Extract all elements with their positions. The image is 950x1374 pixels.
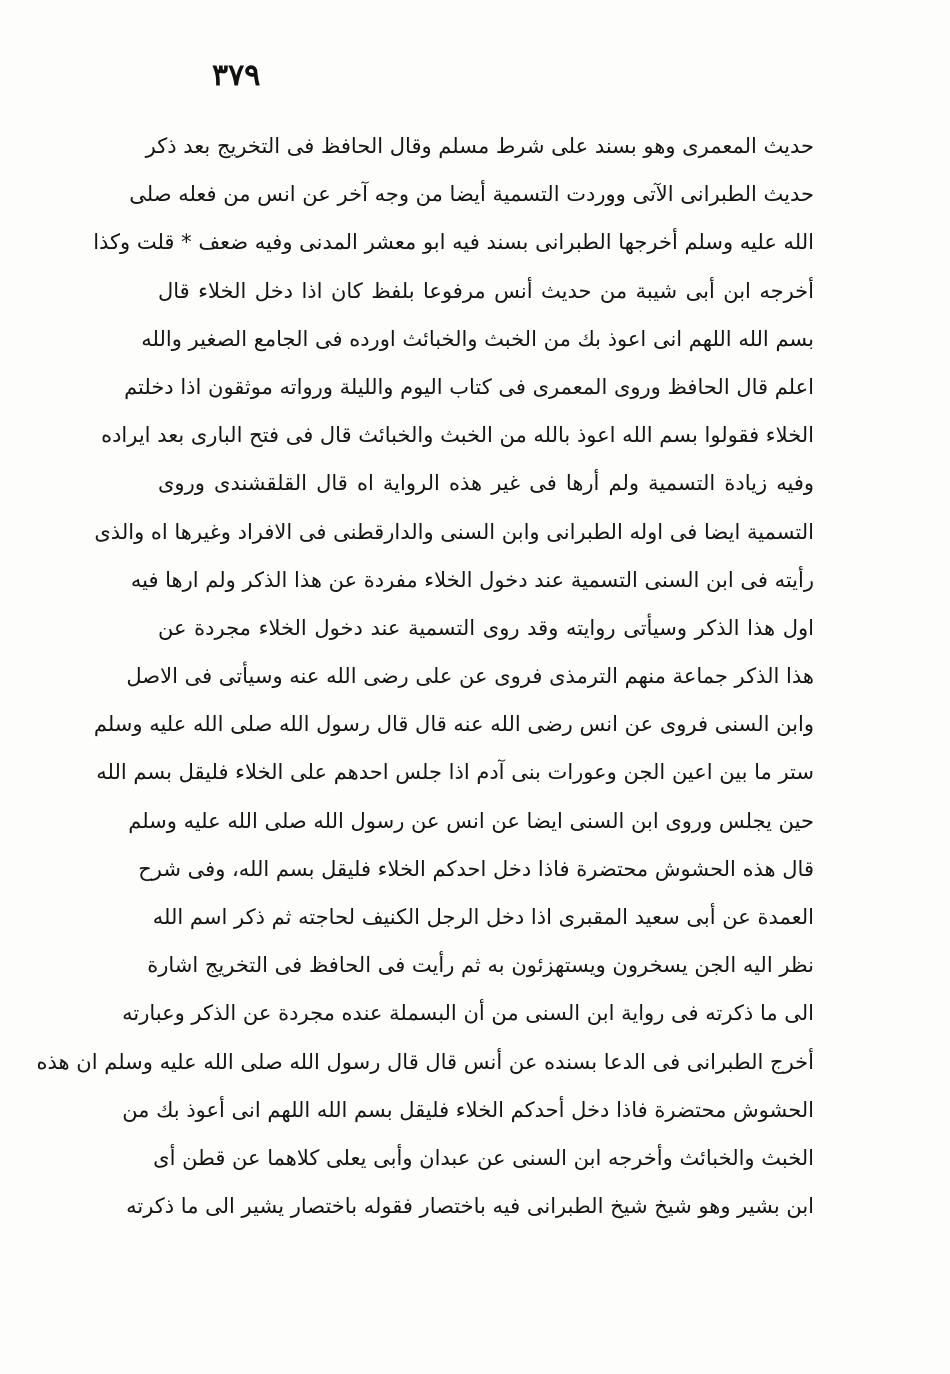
text-line: ستر ما بين اعين الجن وعورات بنى آدم اذا جلس احدهم على الخلاء فليقل بسم الله [96, 760, 814, 785]
text-line: بسم الله اللهم انى اعوذ بك من الخبث والخبائث اورده فى الجامع الصغير والله [141, 326, 814, 351]
text-line: الله عليه وسلم أخرجها الطبرانى بسند فيه ابو معشر المدنى وفيه ضعف * قلت وكذا [93, 230, 814, 255]
text-line: اول هذا الذكر وسيأتى روايته وقد روى التسمية عند دخول الخلاء مجردة عن [158, 615, 814, 640]
body-text [36, 122, 814, 1230]
text-line: قال هذه الحشوش محتضرة فاذا دخل احدكم الخلاء فليقل بسم الله، وفى شرح [138, 856, 814, 881]
text-line: وفيه زيادة التسمية ولم أرها فى غير هذه الرواية اه قال القلقشندى وروى [158, 471, 814, 496]
text-line: ابن بشير وهو شيخ شيخ الطبرانى فيه باختصار فقوله باختصار يشير الى ما ذكرته [126, 1194, 814, 1219]
text-line: أخرج الطبرانى فى الدعا بسنده عن أنس قال قال رسول الله صلى الله عليه وسلم ان هذه [36, 1049, 814, 1074]
text-line: أخرجه ابن أبى شيبة من حديث أنس مرفوعا بلفظ كان اذا دخل الخلاء قال [158, 278, 814, 303]
text-line: نظر اليه الجن يسخرون ويستهزئون به ثم رأيت فى الحافظ فى التخريج اشارة [147, 953, 814, 978]
page-number: ٣٧٩ [212, 58, 261, 93]
text-line: وابن السنى فروى عن انس رضى الله عنه قال قال رسول الله صلى الله عليه وسلم [93, 712, 814, 737]
text-line: هذا الذكر جماعة منهم الترمذى فروى عن على رضى الله عنه وسيأتى فى الاصل [126, 664, 814, 689]
text-line: رأيته فى ابن السنى التسمية عند دخول الخلاء مفردة عن هذا الذكر ولم ارها فيه [130, 567, 814, 592]
text-line: اعلم قال الحافظ وروى المعمرى فى كتاب اليوم والليلة ورواته موثقون اذا دخلتم [124, 374, 814, 399]
text-line: الحشوش محتضرة فاذا دخل أحدكم الخلاء فليقل بسم الله اللهم انى أعوذ بك من [122, 1097, 814, 1122]
text-line: حديث الطبرانى الآتى ووردت التسمية أيضا من وجه آخر عن انس من فعله صلى [129, 182, 814, 207]
text-line: العمدة عن أبى سعيد المقبرى اذا دخل الرجل الكنيف لحاجته ثم ذكر اسم الله [152, 905, 814, 929]
text-line: التسمية ايضا فى اوله الطبرانى وابن السنى والدارقطنى فى الافراد وغيرها اه والذى [94, 519, 814, 544]
text-line: الخلاء فقولوا بسم الله اعوذ بالله من الخبث والخبائث قال فى فتح البارى بعد ايراده [101, 423, 814, 448]
text-line: حين يجلس وروى ابن السنى ايضا عن انس عن رسول الله صلى الله عليه وسلم [128, 808, 814, 833]
text-line: حديث المعمرى وهو بسند على شرط مسلم وقال الحافظ فى التخريج بعد ذكر [145, 134, 814, 158]
text-line: الى ما ذكرته فى رواية ابن السنى من أن البسملة عنده مجردة عن الذكر وعبارته [122, 1001, 814, 1026]
text-line: الخبث والخبائث وأخرجه ابن السنى عن عبدان وأبى يعلى كلاهما عن قطن أى [153, 1145, 814, 1170]
